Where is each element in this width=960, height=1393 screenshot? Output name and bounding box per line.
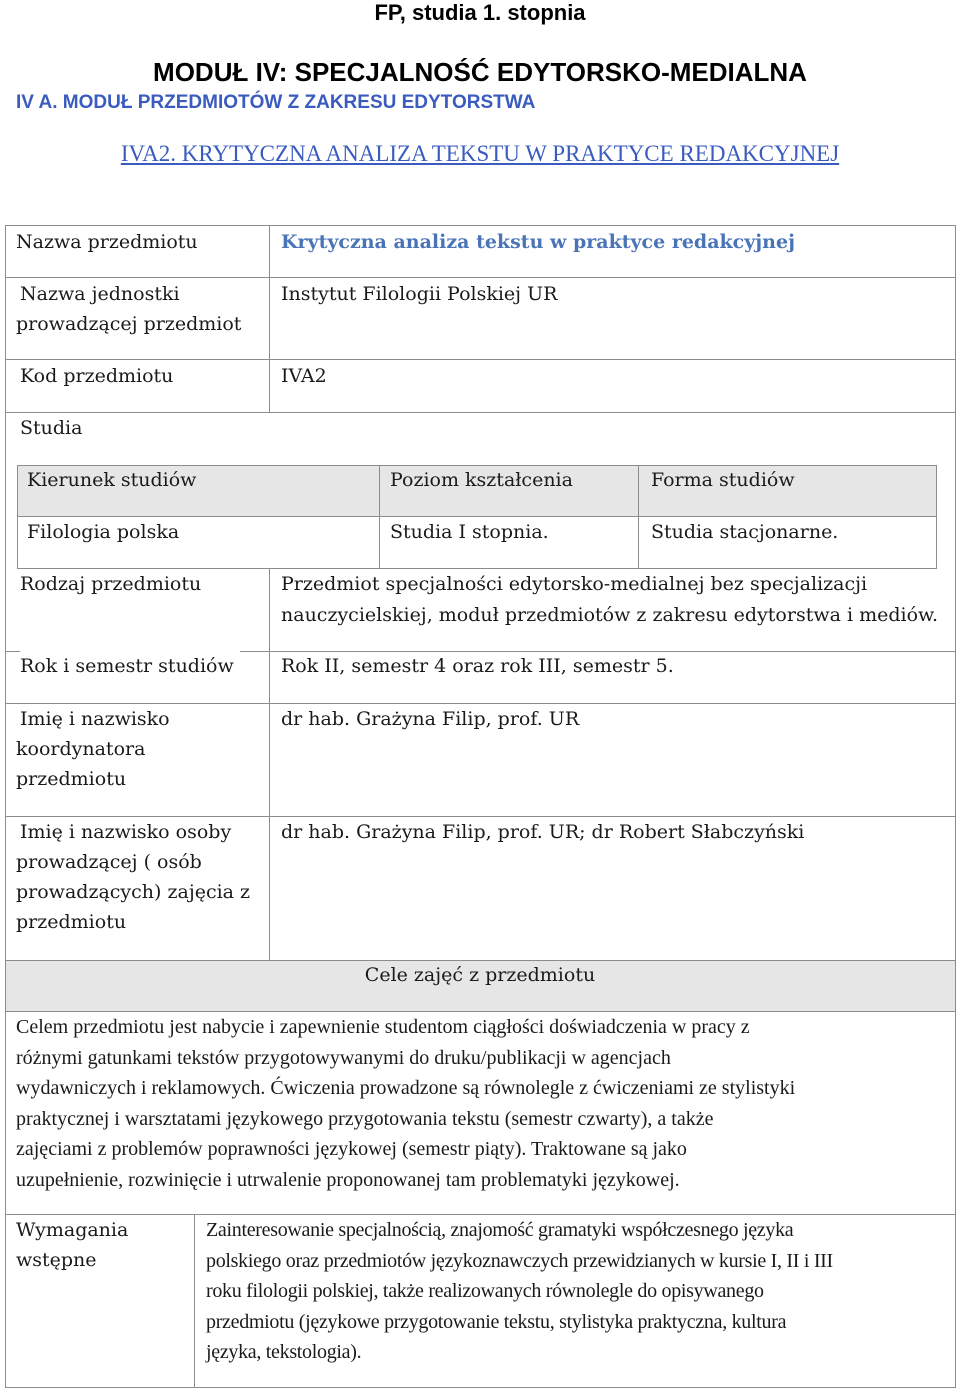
goals-line: uzupełnienie, rozwinięcie i utrwalenie proponowanej tam problematyki językowej. bbox=[16, 1168, 680, 1191]
type-value-line2: nauczycielskiej, moduł przedmiotów z zakresu edytorstwa i mediów. bbox=[281, 604, 939, 626]
prereq-line: polskiego oraz przedmiotów językoznawczych przewidzianych w kursie I, II i III bbox=[206, 1249, 833, 1272]
prereq-line: roku filologii polskiej, także realizowanych równolegle do opisywanego bbox=[206, 1280, 764, 1302]
year-label: Rok i semestr studiów bbox=[20, 651, 240, 681]
studies-value-form: Studia stacjonarne. bbox=[651, 521, 839, 543]
unit-label-line1: Nazwa jednostki bbox=[20, 283, 180, 305]
module-title: MODUŁ IV: SPECJALNOŚĆ EDYTORSKO-MEDIALNA bbox=[153, 57, 807, 87]
studies-value-field: Filologia polska bbox=[27, 521, 180, 543]
coordinator-value: dr hab. Grażyna Filip, prof. UR bbox=[281, 708, 580, 730]
studies-header-field: Kierunek studiów bbox=[27, 469, 197, 491]
prereq-line: Zainteresowanie specjalnością, znajomość gramatyki współczesnego języka bbox=[206, 1219, 794, 1241]
goals-line: praktycznej i warsztatami językowego przygotowania tekstu (semestr czwarty), a także bbox=[16, 1107, 714, 1130]
studies-label: Studia bbox=[20, 417, 83, 439]
teacher-label-line2: prowadzącej ( osób bbox=[16, 851, 202, 873]
goals-paragraph bbox=[16, 1012, 795, 1195]
goals-line: Celem przedmiotu jest nabycie i zapewnienie studentom ciągłości doświadczenia w pracy z bbox=[16, 1016, 750, 1038]
teacher-value: dr hab. Grażyna Filip, prof. UR; dr Robert Słabczyński bbox=[281, 821, 805, 843]
coordinator-label-line1: Imię i nazwisko bbox=[20, 708, 170, 730]
studies-header-form: Forma studiów bbox=[651, 469, 795, 491]
coordinator-label-line3: przedmiotu bbox=[16, 768, 127, 790]
studies-value-level: Studia I stopnia. bbox=[390, 521, 549, 543]
type-label: Rodzaj przedmiotu bbox=[20, 573, 202, 595]
teacher-label-line1: Imię i nazwisko osoby bbox=[20, 821, 232, 843]
subject-name-label: Nazwa przedmiotu bbox=[16, 231, 198, 253]
course-heading: IVA2. KRYTYCZNA ANALIZA TEKSTU W PRAKTYCE REDAKCYJNEJ bbox=[120, 141, 840, 166]
goals-line: wydawniczych i reklamowych. Ćwiczenia prowadzone są równolegle z ćwiczeniami ze stylistyki bbox=[16, 1077, 796, 1099]
prereq-paragraph bbox=[206, 1215, 833, 1368]
type-value-line1: Przedmiot specjalności edytorsko-medialnej bez specjalizacji bbox=[281, 573, 868, 595]
prereq-line: języka, tekstologia). bbox=[206, 1341, 362, 1363]
year-value: Rok II, semestr 4 oraz rok III, semestr 5. bbox=[281, 655, 674, 677]
unit-label-line2: prowadzącej przedmiot bbox=[16, 313, 242, 335]
coordinator-label-line2: koordynatora bbox=[16, 738, 146, 760]
submodule-title: IV A. MODUŁ PRZEDMIOTÓW Z ZAKRESU EDYTORSTWA bbox=[16, 92, 536, 113]
document-top-label: FP, studia 1. stopnia bbox=[374, 0, 586, 25]
goals-line: zajęciami z problemów poprawności językowej (semestr piąty). Traktowane są jako bbox=[16, 1138, 687, 1160]
teacher-label-line4: przedmiotu bbox=[16, 911, 127, 933]
code-value: IVA2 bbox=[281, 365, 327, 387]
code-label: Kod przedmiotu bbox=[20, 365, 174, 387]
goals-line: różnymi gatunkami tekstów przygotowywanymi do druku/publikacji w agencjach bbox=[16, 1046, 671, 1069]
goals-heading: Cele zajęć z przedmiotu bbox=[364, 964, 596, 986]
prereq-label-line1: Wymagania bbox=[16, 1219, 129, 1241]
subject-name-value: Krytyczna analiza tekstu w praktyce redakcyjnej bbox=[281, 231, 795, 253]
unit-value: Instytut Filologii Polskiej UR bbox=[281, 283, 558, 305]
teacher-label-line3: prowadzących) zajęcia z bbox=[16, 881, 251, 903]
prereq-line: przedmiotu (językowe przygotowanie tekstu, stylistyka praktyczna, kultura bbox=[206, 1310, 787, 1333]
prereq-label-line2: wstępne bbox=[16, 1249, 97, 1271]
studies-header-level: Poziom kształcenia bbox=[390, 469, 573, 491]
